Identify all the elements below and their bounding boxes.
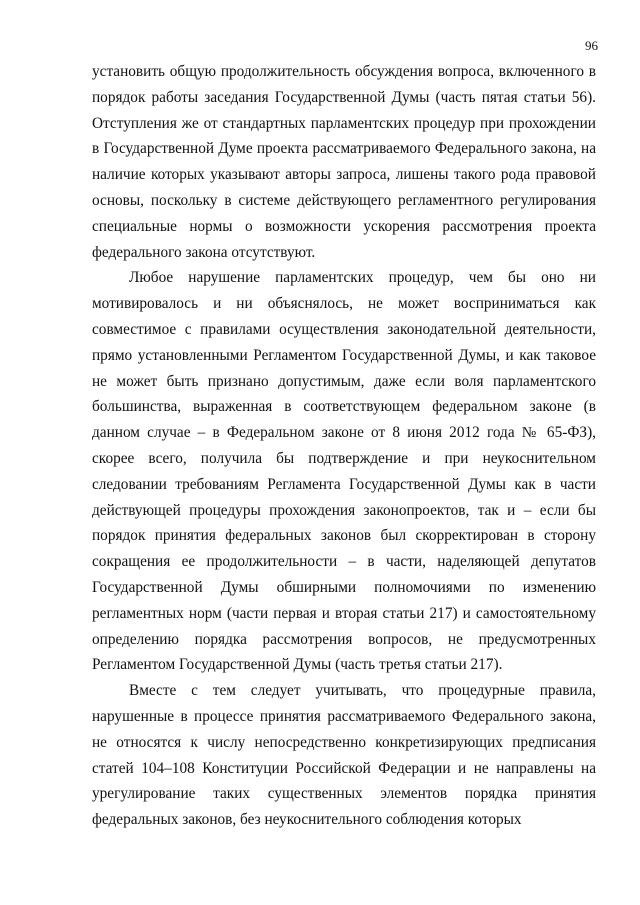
paragraph: Любое нарушение парламентских процедур, чем бы оно ни мотивировалось и ни объяснялось, не может восприниматься как совместимое с правилами осуществления законодательной деятельности, прямо установленными Регламентом Государственной Думы, и как таковое не может быть признано допустимым, даже если воля парламентского большинства, выраженная в соответствующем федеральном законе (в данном случае – в Федеральном законе от 8 июня 2012 года № 65-ФЗ), скорее всего, получила бы подтверждение и при неукоснительном следовании требованиям Регламента Государственной Думы как в части действующей процедуры прохождения законопроектов, так и – если бы порядок принятия федеральных законов был скорректирован в сторону сокращения ее продолжительности – в части, наделяющей депутатов Государственной Думы обширными полномочиями по изменению регламентных норм (части первая и вторая статьи 217) и самостоятельному определению порядка рассмотрения вопросов, не предусмотренных Регламентом Государственной Думы (часть третья статьи 217). bbox=[92, 269, 596, 674]
paragraph: Вместе с тем следует учитывать, что процедурные правила, нарушенные в процессе принятия рассматриваемого Федерального закона, не относятся к числу непосредственно конкретизирующих предписания статей 104–108 Конституции Российской Федерации и не направлены на урегулирование таких существенных элементов порядка принятия федеральных законов, без неукоснительного соблюдения которых bbox=[92, 682, 596, 829]
paragraph-continuation: установить общую продолжительность обсуждения вопроса, включенного в порядок работы заседания Государственной Думы (часть пятая статьи 56). Отступления же от стандартных парламентских процедур при прохождении в Государственной Думе проекта рассматриваемого Федерального закона, на наличие которых указывают авторы запроса, лишены такого рода правовой основы, поскольку в системе действующего регламентного регулирования специальные нормы о возможности ускорения рассмотрения проекта федерального закона отсутствуют. bbox=[92, 63, 596, 261]
body-text bbox=[92, 59, 596, 833]
page-number: 96 bbox=[585, 38, 598, 53]
